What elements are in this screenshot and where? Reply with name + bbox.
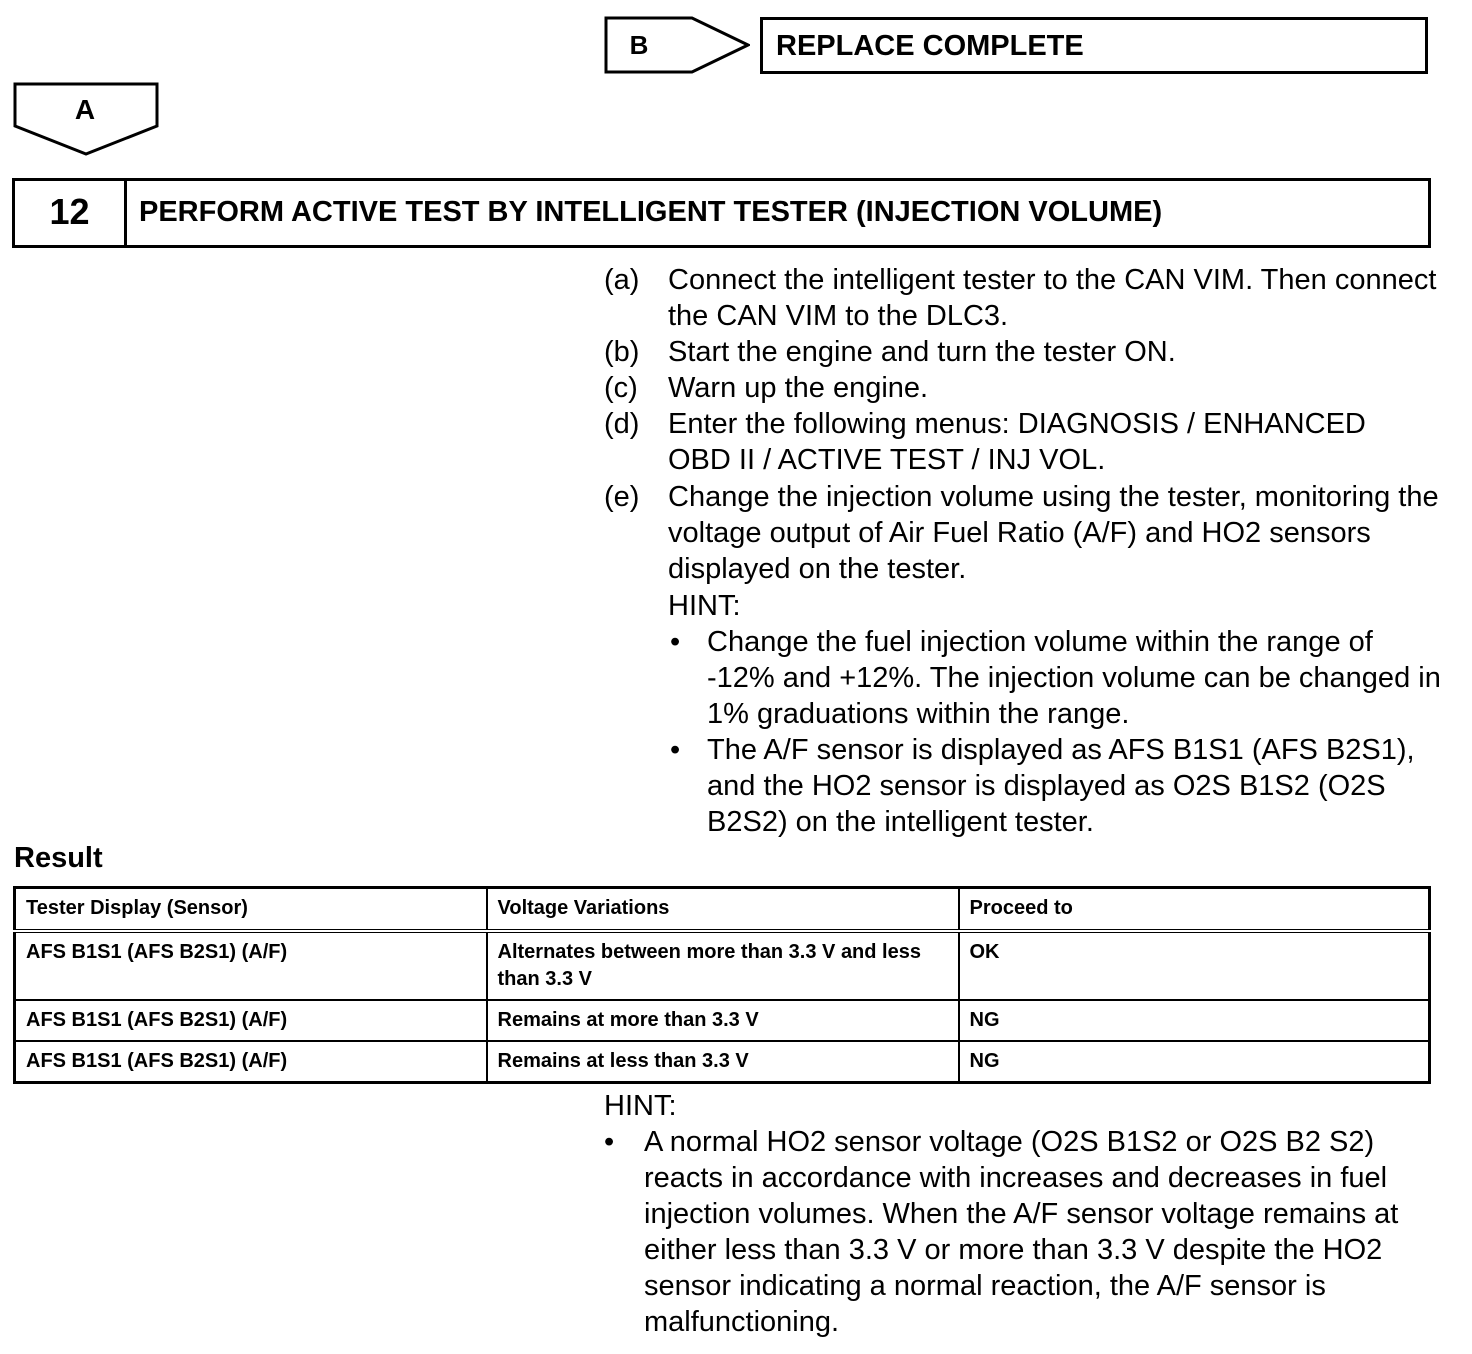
step-number: 12 — [15, 181, 127, 245]
hint-bullet-text: The A/F sensor is displayed as AFS B1S1 (AFS B2S1), and the HO2 sensor is displayed as O2S B1S2 (O2S B2S2) on the intelligent tester. — [707, 734, 1415, 838]
column-header-proceed-to: Proceed to — [959, 888, 1430, 932]
step-title: PERFORM ACTIVE TEST BY INTELLIGENT TESTER (INJECTION VOLUME) — [139, 196, 1163, 228]
step-text: Enter the following menus: DIAGNOSIS / ENHANCED OBD II / ACTIVE TEST / INJ VOL. — [668, 408, 1366, 476]
step-text: Start the engine and turn the tester ON. — [668, 336, 1176, 368]
step-text: Connect the intelligent tester to the CAN VIM. Then connect the CAN VIM to the DLC3. — [668, 264, 1437, 332]
cell-voltage-variation: Alternates between more than 3.3 V and less than 3.3 V — [487, 931, 959, 1000]
column-header-tester-display: Tester Display (Sensor) — [15, 888, 487, 932]
cell-proceed-to: NG — [959, 1041, 1430, 1083]
step-header — [12, 178, 1431, 248]
cell-voltage-variation: Remains at more than 3.3 V — [487, 1000, 959, 1041]
step-text: Warn up the engine. — [668, 372, 929, 404]
step-text: Change the injection volume using the tester, monitoring the voltage output of Air Fuel Ratio (A/F) and HO2 sensors displayed on the tester. — [668, 481, 1439, 585]
result-table — [13, 886, 1431, 1084]
step-label: (a) — [604, 264, 640, 296]
table-header-row — [15, 888, 1430, 932]
column-header-voltage-variations: Voltage Variations — [487, 888, 959, 932]
flag-a-label: A — [74, 94, 96, 125]
bullet-dot: • — [604, 1126, 615, 1158]
hint-bullet-text: Change the fuel injection volume within the range of -12% and +12%. The injection volume can be changed in 1% graduations within the range. — [707, 626, 1441, 730]
table-row — [15, 931, 1430, 1000]
hint2-bullet — [604, 1124, 1444, 1340]
step-label: (c) — [604, 372, 638, 404]
procedure-step-c — [604, 370, 1444, 406]
bullet-dot: • — [670, 626, 681, 658]
table-row — [15, 1041, 1430, 1083]
hint2-bullet-text: A normal HO2 sensor voltage (O2S B1S2 or O2S B2 S2) reacts in accordance with increases and decreases in fuel injection volumes. When the A/F sensor voltage remains at either less than 3.3 V or more than 3.3 V despite the HO2 sensor indicating a normal reaction, the A/F sensor is malfunctioning. — [644, 1126, 1399, 1338]
step-label: (b) — [604, 336, 640, 368]
cell-tester-display: AFS B1S1 (AFS B2S1) (A/F) — [15, 1000, 487, 1041]
procedure-step-b — [604, 334, 1444, 370]
cell-tester-display: AFS B1S1 (AFS B2S1) (A/F) — [15, 931, 487, 1000]
cell-proceed-to: NG — [959, 1000, 1430, 1041]
replace-complete-box[interactable]: REPLACE COMPLETE — [760, 17, 1428, 74]
procedure-step-e — [604, 479, 1444, 587]
hint-bullet-1 — [668, 624, 1444, 732]
cell-tester-display: AFS B1S1 (AFS B2S1) (A/F) — [15, 1041, 487, 1083]
bullet-dot: • — [670, 734, 681, 766]
result-label: Result — [14, 842, 103, 874]
hint-bullet-2 — [668, 732, 1444, 840]
cell-voltage-variation: Remains at less than 3.3 V — [487, 1041, 959, 1083]
procedure-step-a — [604, 262, 1444, 334]
procedure-step-d — [604, 406, 1412, 478]
hint-title-2: HINT: — [604, 1090, 677, 1122]
table-row — [15, 1000, 1430, 1041]
hint-title: HINT: — [668, 590, 741, 622]
step-label: (d) — [604, 408, 640, 440]
cell-proceed-to: OK — [959, 931, 1430, 1000]
step-label: (e) — [604, 481, 640, 513]
flag-b-label: B — [629, 29, 649, 60]
